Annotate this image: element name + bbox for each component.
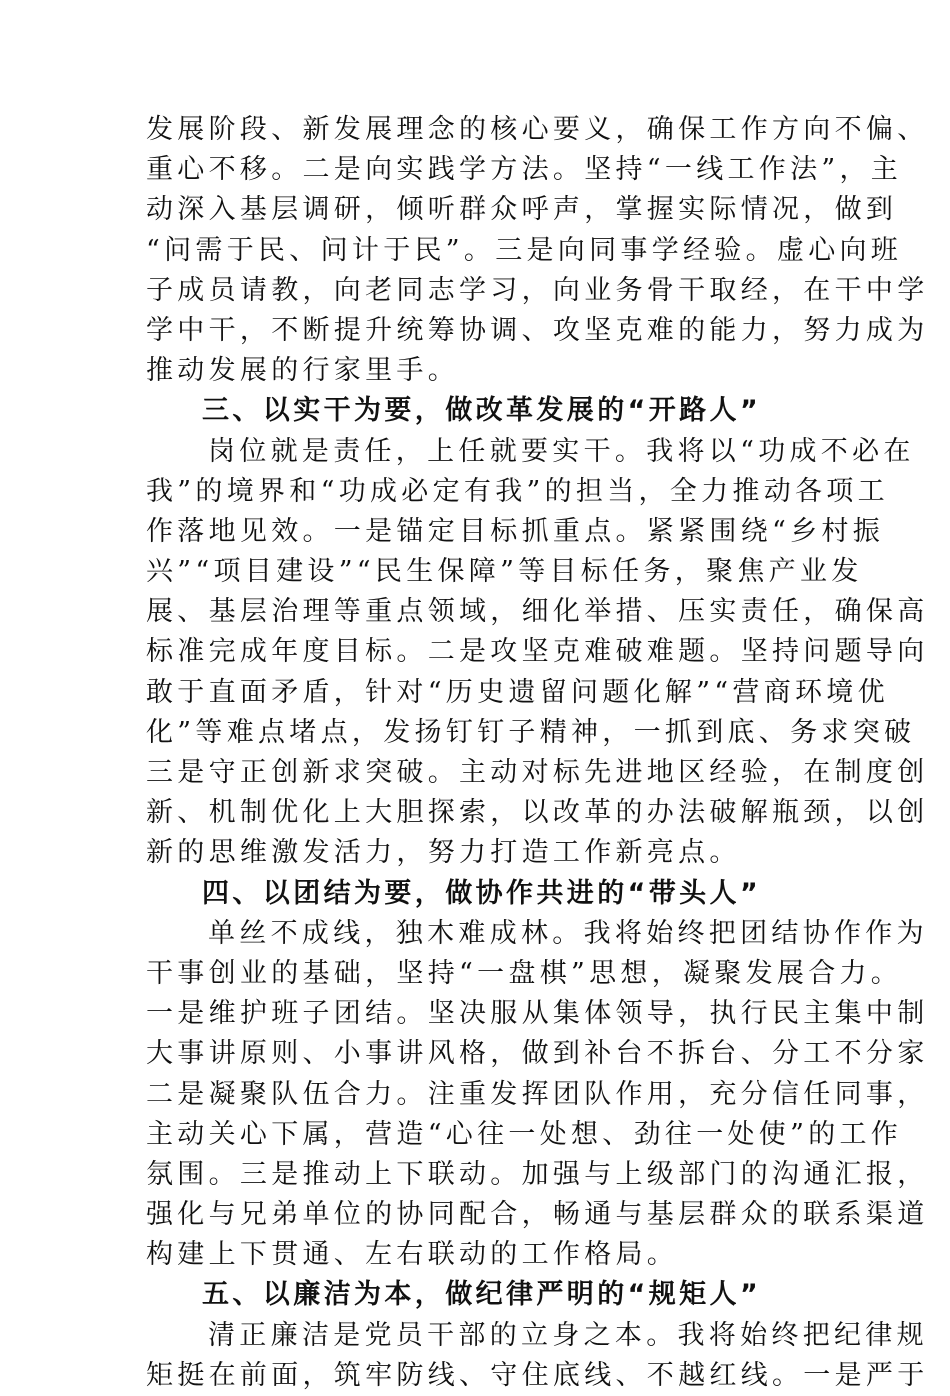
body-line: 一是维护班子团结。坚决服从集体领导，执行民主集中制 — [146, 998, 929, 1030]
document-body — [146, 110, 929, 1396]
body-line: 推动发展的行家里手。 — [146, 355, 459, 387]
body-line: 发展阶段、新发展理念的核心要义，确保工作方向不偏、 — [146, 114, 929, 145]
section-heading-3: 三、以实干为要，做改革发展的“开路人” — [202, 395, 762, 427]
section-heading-5: 五、以廉洁为本，做纪律严明的“规矩人” — [202, 1279, 762, 1311]
body-line: 作落地见效。一是锚定目标抓重点。紧紧围绕“乡村振 — [146, 515, 885, 547]
body-line: 干事创业的基础，坚持“一盘棋”思想，凝聚发展合力。 — [146, 957, 903, 989]
body-line: 新的思维激发活力，努力打造工作新亮点。 — [146, 837, 741, 869]
body-line: 展、基层治理等重点领域，细化举措、压实责任，确保高 — [146, 596, 929, 628]
body-line: 清正廉洁是党员干部的立身之本。我将始终把纪律规 — [208, 1319, 928, 1351]
body-line: 动深入基层调研，倾听群众呼声，掌握实际情况，做到 — [146, 194, 898, 226]
section-heading-4: 四、以团结为要，做协作共进的“带头人” — [202, 877, 762, 909]
body-line: 矩挺在前面，筑牢防线、守住底线、不越红线。一是严于 — [146, 1359, 929, 1391]
body-line: 敢于直面矛盾，针对“历史遗留问题化解”“营商环境优 — [146, 676, 889, 708]
body-line: 氛围。三是推动上下联动。加强与上级部门的沟通汇报， — [146, 1158, 929, 1190]
body-line: 岗位就是责任，上任就要实干。我将以“功成不必在 — [208, 435, 915, 467]
body-line: “问需于民、问计于民”。三是向同事学经验。虚心向班 — [146, 234, 903, 266]
body-line: 构建上下贯通、左右联动的工作格局。 — [146, 1239, 679, 1271]
body-line: 二是凝聚队伍合力。注重发挥团队作用，充分信任同事， — [146, 1078, 929, 1110]
body-line: 化”等难点堵点，发扬钉钉子精神，一抓到底、务求突破 — [146, 716, 916, 748]
body-line: 单丝不成线，独木难成林。我将始终把团结协作作为 — [208, 917, 928, 949]
body-line: 兴”“项目建设”“民生保障”等目标任务，聚焦产业发 — [146, 556, 863, 588]
body-line: 重心不移。二是向实践学方法。坚持“一线工作法”，主 — [146, 154, 903, 186]
body-line: 主动关心下属，营造“心往一处想、劲往一处使”的工作 — [146, 1118, 903, 1150]
body-line: 子成员请教，向老同志学习，向业务骨干取经，在干中学 — [146, 274, 929, 306]
body-line: 我”的境界和“功成必定有我”的担当，全力推动各项工 — [146, 475, 889, 507]
body-line: 标准完成年度目标。二是攻坚克难破难题。坚持问题导向 — [146, 636, 929, 668]
body-line: 三是守正创新求突破。主动对标先进地区经验，在制度创 — [146, 757, 929, 788]
body-line: 强化与兄弟单位的协同配合，畅通与基层群众的联系渠道 — [146, 1199, 929, 1231]
body-line: 大事讲原则、小事讲风格，做到补台不拆台、分工不分家 — [146, 1038, 929, 1070]
body-line: 新、机制优化上大胆探索，以改革的办法破解瓶颈，以创 — [146, 797, 929, 829]
body-line: 学中干，不断提升统筹协调、攻坚克难的能力，努力成为 — [146, 314, 929, 346]
